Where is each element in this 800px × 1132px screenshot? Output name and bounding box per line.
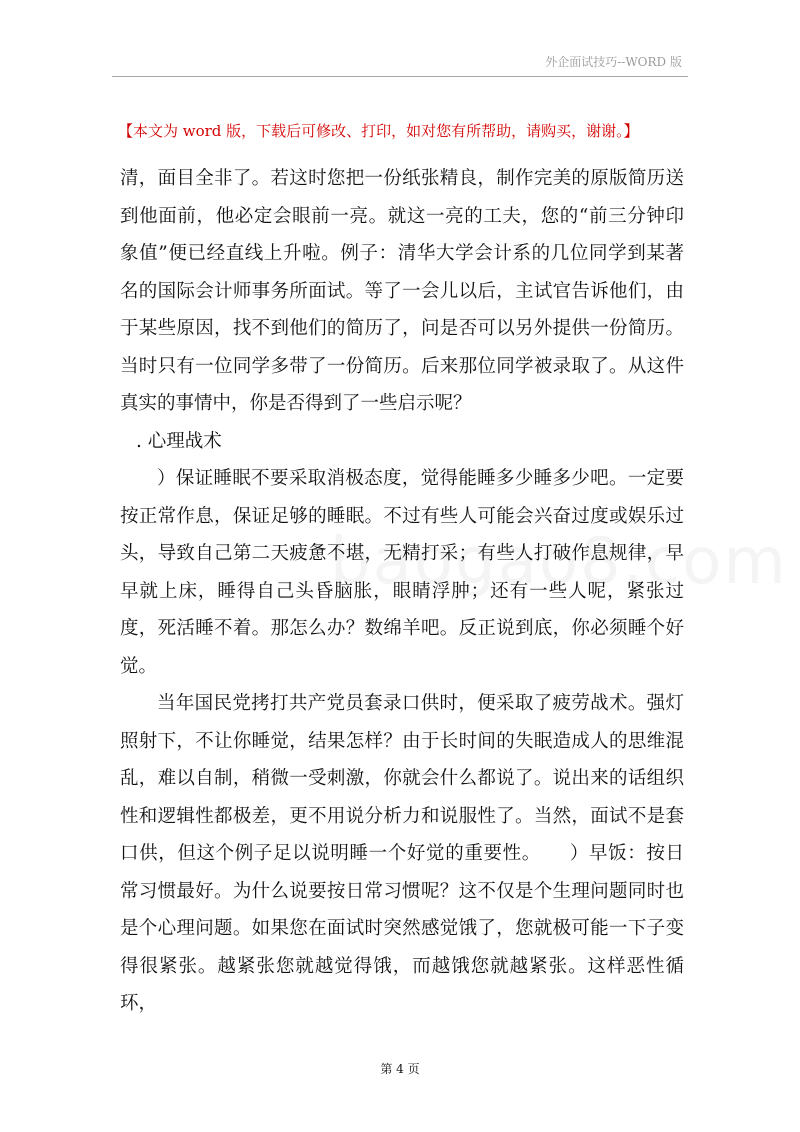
paragraph-1: 清，面目全非了。若这时您把一份纸张精良，制作完美的原版简历送到他面前，他必定会眼前一亮。就这一亮的工夫，您的“前三分钟印象值”便已经直线上升啦。例子：清华大学会计系的几位同学到某著名的国际会计师事务所面试。等了一会儿以后，主试官告诉他们，由于某些原因，找不到他们的简历了，问是否可以另外提供一份简历。当时只有一位同学多带了一份简历。后来那位同学被录取了。从这件真实的事情中，你是否得到了一些启示呢？ [120,168,684,414]
page-number: 第 4 页 [380,1062,420,1076]
header-rule [112,76,688,77]
purchase-notice: 【本文为 word 版，下载后可修改、打印，如对您有所帮助，请购买，谢谢。】 [118,122,639,140]
section-heading: . 心理战术 [136,430,222,452]
paragraph-3: 当年国民党拷打共产党员套录口供时，便采取了疲劳战术。强灯照射下，不让你睡觉，结果怎样？由于长时间的失眠造成人的思维混乱，难以自制，稍微一受刺激，你就会什么都说了。说出来的话组织性和逻辑性都极差，更不用说分析力和说服性了。当然，面试不是套口供，但这个例子足以说明睡一个好觉的重要性。 ）早饭：按日常习惯最好。为什么说要按日常习惯呢？这不仅是个生理问题同时也是个心理问题。如果您在面试时突然感觉饿了，您就极可能一下子变得很紧张。越紧张您就越觉得饿，而越饿您就越紧张。这样恶性循环， [120,693,684,1014]
paragraph-2: ）保证睡眠不要采取消极态度，觉得能睡多少睡多少吧。一定要按正常作息，保证足够的睡眠。不过有些人可能会兴奋过度或娱乐过头，导致自己第二天疲惫不堪，无精打采；有些人打破作息规律，早早就上床，睡得自己头昏脑胀，眼睛浮肿；还有一些人呢，紧张过度，死活睡不着。那怎么办？数绵羊吧。反正说到底，你必须睡个好觉。 [120,468,684,677]
document-body [120,160,684,1023]
header-title: 外企面试技巧--WORD 版 [545,55,682,69]
